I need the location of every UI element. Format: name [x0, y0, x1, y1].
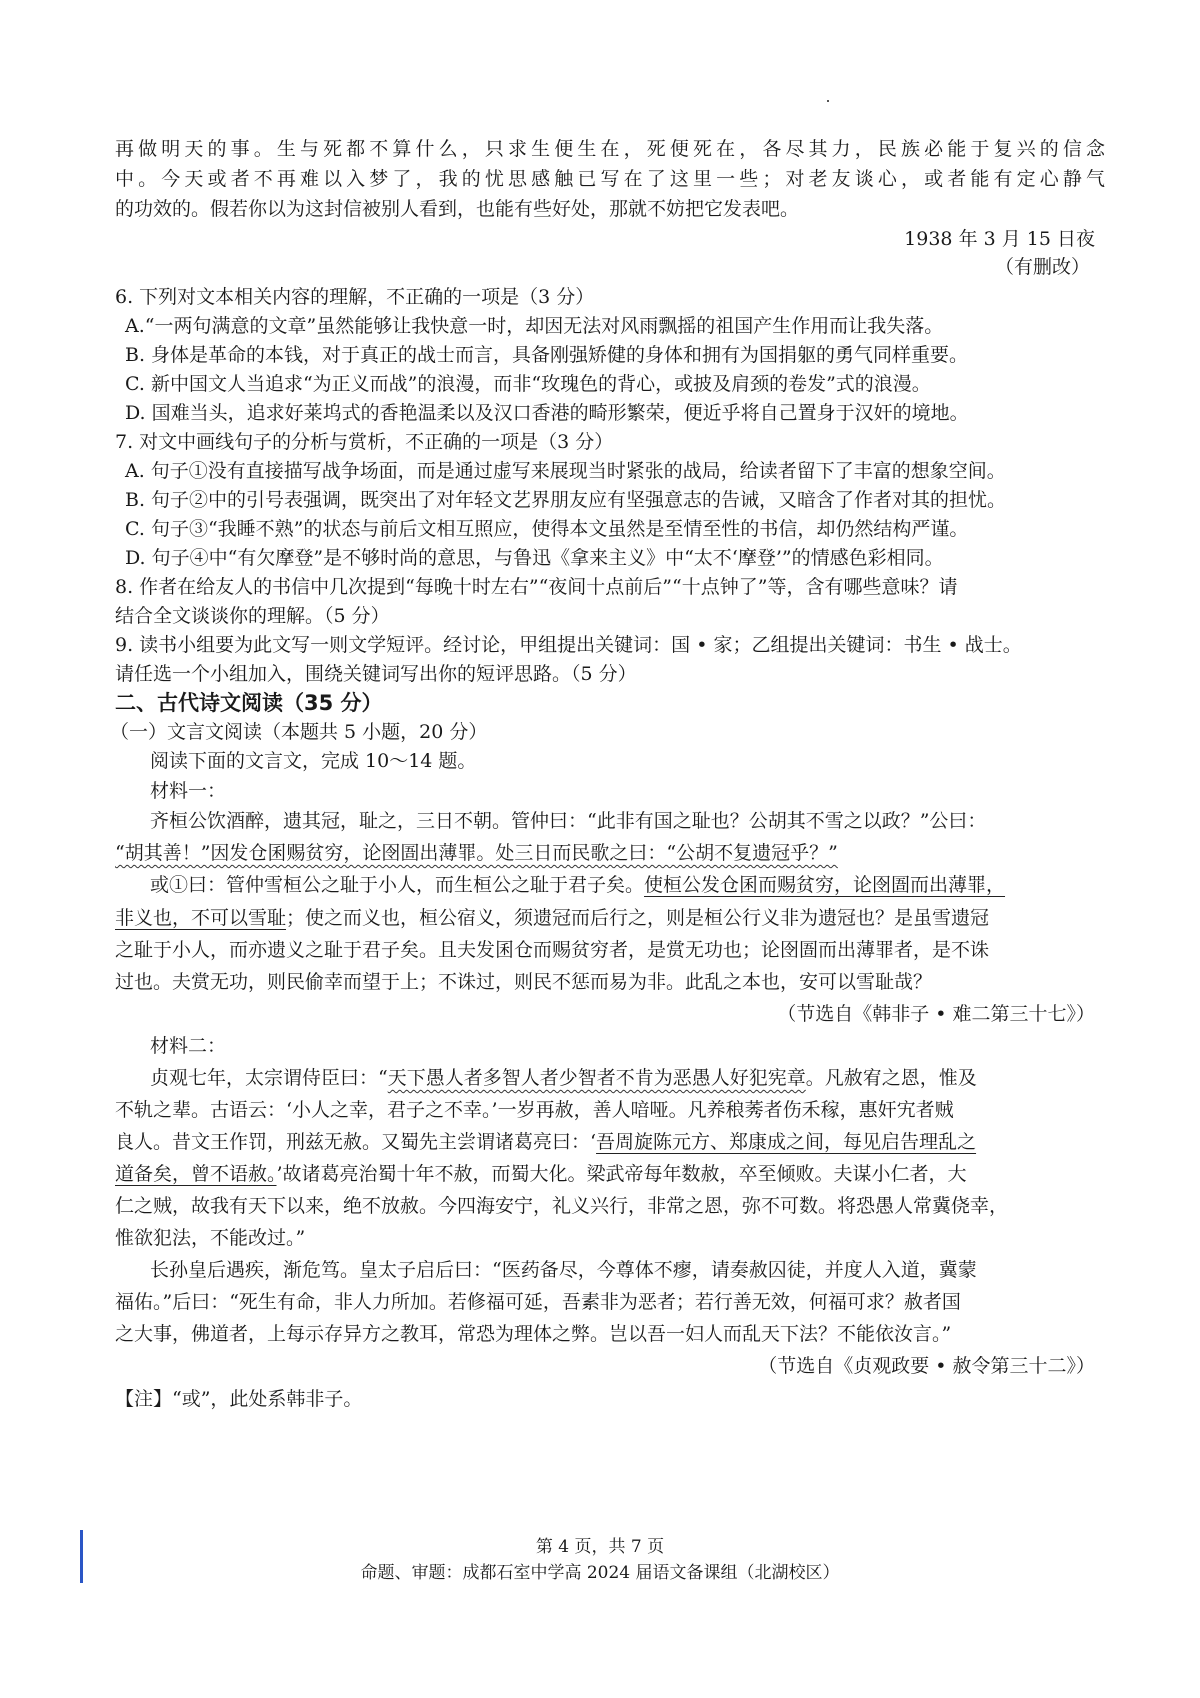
question-6-option-d: D. 国难当头，追求好莱坞式的香艳温柔以及汉口香港的畸形繁荣，便近乎将自己置身于汉奸的境地。 — [125, 402, 969, 424]
plain-text: 或①曰：管仲雪桓公之耻于小人，而生桓公之耻于君子矣。 — [150, 874, 645, 896]
footer-credit: 命题、审题：成都石室中学高 2024 届语文备课组（北湖校区） — [360, 1563, 840, 1583]
material-2-para-2-line-1: 长孙皇后遇疾，渐危笃。皇太子启后曰：“医药备尽，今尊体不瘳，请奏赦囚徒，并度人入道，冀蒙 — [150, 1259, 977, 1281]
letter-line-2: 中。今天或者不再难以入梦了，我的忧思感触已写在了这里一些；对老友谈心，或者能有定心静气 — [115, 168, 1105, 190]
underlined-sentence: 道备矣，曾不语赦。 — [115, 1163, 277, 1185]
question-7-option-b: B. 句子②中的引号表强调，既突出了对年轻文艺界朋友应有坚强意志的告诫，又暗含了作者对其的担忧。 — [125, 489, 1007, 511]
section-2-heading: 二、古代诗文阅读（35 分） — [115, 691, 383, 715]
question-6-option-b: B. 身体是革命的本钱，对于真正的战士而言，具备刚强矫健的身体和拥有为国捐躯的勇气同样重要。 — [125, 344, 969, 366]
reading-instruction: 阅读下面的文言文，完成 10～14 题。 — [150, 750, 477, 772]
letter-line-3: 的功效的。假若你以为这封信被别人看到，也能有些好处，那就不妨把它发表吧。 — [115, 198, 800, 220]
material-2-source: （节选自《贞观政要 • 赦令第三十二》） — [758, 1355, 1095, 1377]
letter-abridged-note: （有删改） — [994, 256, 1090, 278]
underlined-sentence: 使桓公发仓囷而赐贫穷，论囹圄而出薄罪， — [644, 874, 1006, 896]
question-7-option-a: A. 句子①没有直接描写战争场面，而是通过虚写来展现当时紧张的战局，给读者留下了丰富的想象空间。 — [125, 460, 1006, 482]
material-2-para-1-line-4 — [115, 1161, 1105, 1187]
question-9-line-2: 请任选一个小组加入，围绕关键词写出你的短评思路。（5 分） — [115, 663, 637, 685]
material-1-source: （节选自《韩非子 • 难二第三十七》） — [777, 1003, 1095, 1025]
question-7-stem: 7. 对文中画线句子的分析与赏析，不正确的一项是（3 分） — [115, 431, 614, 453]
plain-text: ；使之而义也，桓公宿义，须遗冠而后行之，则是桓公行义非为遗冠也？是虽雪遗冠 — [286, 907, 990, 929]
section-2-subheading: （一）文言文阅读（本题共 5 小题，20 分） — [110, 721, 488, 743]
underlined-sentence: 吾周旋陈元方、郑康成之间，每见启告理乱之 — [596, 1131, 977, 1153]
question-6-option-c: C. 新中国文人当追求“为正义而战”的浪漫，而非“玫瑰色的背心，或披及肩颈的卷发”式的浪漫。 — [125, 373, 931, 395]
footnote: 【注】“或”，此处系韩非子。 — [115, 1388, 363, 1410]
question-8-line-1: 8. 作者在给友人的书信中几次提到“每晚十时左右”“夜间十点前后”“十点钟了”等，含有哪些意味？请 — [115, 576, 958, 598]
wavy-underlined-text: “胡其善！”因发仓囷赐贫穷，论囹圄出薄罪。处三日而民歌之曰：“公胡不复遗冠乎？” — [115, 842, 838, 864]
scan-speck — [827, 100, 829, 102]
question-7-option-d: D. 句子④中“有欠摩登”是不够时尚的意思，与鲁迅《拿来主义》中“太不‘摩登’”的情感色彩相同。 — [125, 547, 944, 569]
material-2-para-2-line-2: 福佑。”后曰：“死生有命，非人力所加。若修福可延，吾素非为恶者；若行善无效，何福可求？赦者国 — [115, 1291, 961, 1313]
question-7-option-c: C. 句子③“我睡不熟”的状态与前后文相互照应，使得本文虽然是至情至性的书信，却仍然结构严谨。 — [125, 518, 969, 540]
material-2-para-1-line-5: 仁之贼，故我有天下以来，绝不放赦。今四海安宁，礼义兴行，非常之恩，弥不可数。将恐愚人常冀侥幸， — [115, 1195, 1009, 1217]
question-9-line-1: 9. 读书小组要为此文写一则文学短评。经讨论，甲组提出关键词：国 • 家；乙组提出关键词：书生 • 战士。 — [115, 634, 1022, 656]
material-2-label: 材料二： — [150, 1035, 227, 1057]
plain-text: 良人。昔文王作罚，刑兹无赦。又蜀先主尝谓诸葛亮曰：‘ — [115, 1131, 597, 1153]
material-2-para-1-line-6: 惟欲犯法，不能改过。” — [115, 1227, 306, 1249]
letter-line-1: 再做明天的事。生与死都不算什么，只求生便生在，死便死在，各尽其力，民族必能于复兴的信念 — [115, 138, 1105, 160]
question-8-line-2: 结合全文谈谈你的理解。（5 分） — [115, 605, 390, 627]
material-1-para-2-line-2 — [115, 905, 1105, 931]
material-1-para-1-line-2 — [115, 840, 1105, 866]
plain-text: ’故诸葛亮治蜀十年不赦，而蜀大化。梁武帝每年数赦，卒至倾败。夫谋小仁者，大 — [276, 1163, 967, 1185]
question-6-stem: 6. 下列对文本相关内容的理解，不正确的一项是（3 分） — [115, 286, 595, 308]
material-1-para-2-line-3: 之耻于小人，而亦遗义之耻于君子矣。且夫发囷仓而赐贫穷者，是赏无功也；论囹圄而出薄罪者，是不诛 — [115, 939, 990, 961]
wavy-underlined-text: 天下愚人者多智人者少智者不肯为恶愚人好犯宪章 — [387, 1067, 806, 1089]
letter-date: 1938 年 3 月 15 日夜 — [904, 228, 1095, 250]
material-2-para-1-line-3 — [115, 1129, 1105, 1155]
underlined-sentence: 非义也，不可以雪耻 — [115, 907, 287, 929]
page-number: 第 4 页，共 7 页 — [535, 1537, 665, 1557]
material-2-para-2-line-3: 之大事，佛道者，上每示存异方之教耳，常恐为理体之弊。岂以吾一妇人而乱天下法？不能依汝言。” — [115, 1323, 952, 1345]
material-1-para-2-line-4: 过也。夫赏无功，则民偷幸而望于上；不诛过，则民不惩而易为非。此乱之本也，安可以雪耻哉？ — [115, 971, 933, 993]
material-2-para-1-line-1 — [150, 1065, 1140, 1091]
material-2-para-1-line-2: 不轨之辈。古语云：‘小人之幸，君子之不幸。’一岁再赦，善人喑哑。凡养稂莠者伤禾稼，惠奸宄者贼 — [115, 1099, 954, 1121]
material-1-label: 材料一： — [150, 780, 227, 802]
plain-text: 。凡赦宥之恩，惟及 — [805, 1067, 977, 1089]
question-6-option-a: A.“一两句满意的文章”虽然能够让我快意一时，却因无法对风雨飘摇的祖国产生作用而让我失落。 — [125, 315, 944, 337]
material-1-para-2-line-1 — [150, 872, 1140, 898]
plain-text: 贞观七年，太宗谓侍臣曰：“ — [150, 1067, 388, 1089]
material-1-para-1-line-1: 齐桓公饮酒醉，遗其冠，耻之，三日不朝。管仲曰：“此非有国之耻也？公胡其不雪之以政？”公曰： — [150, 810, 987, 832]
